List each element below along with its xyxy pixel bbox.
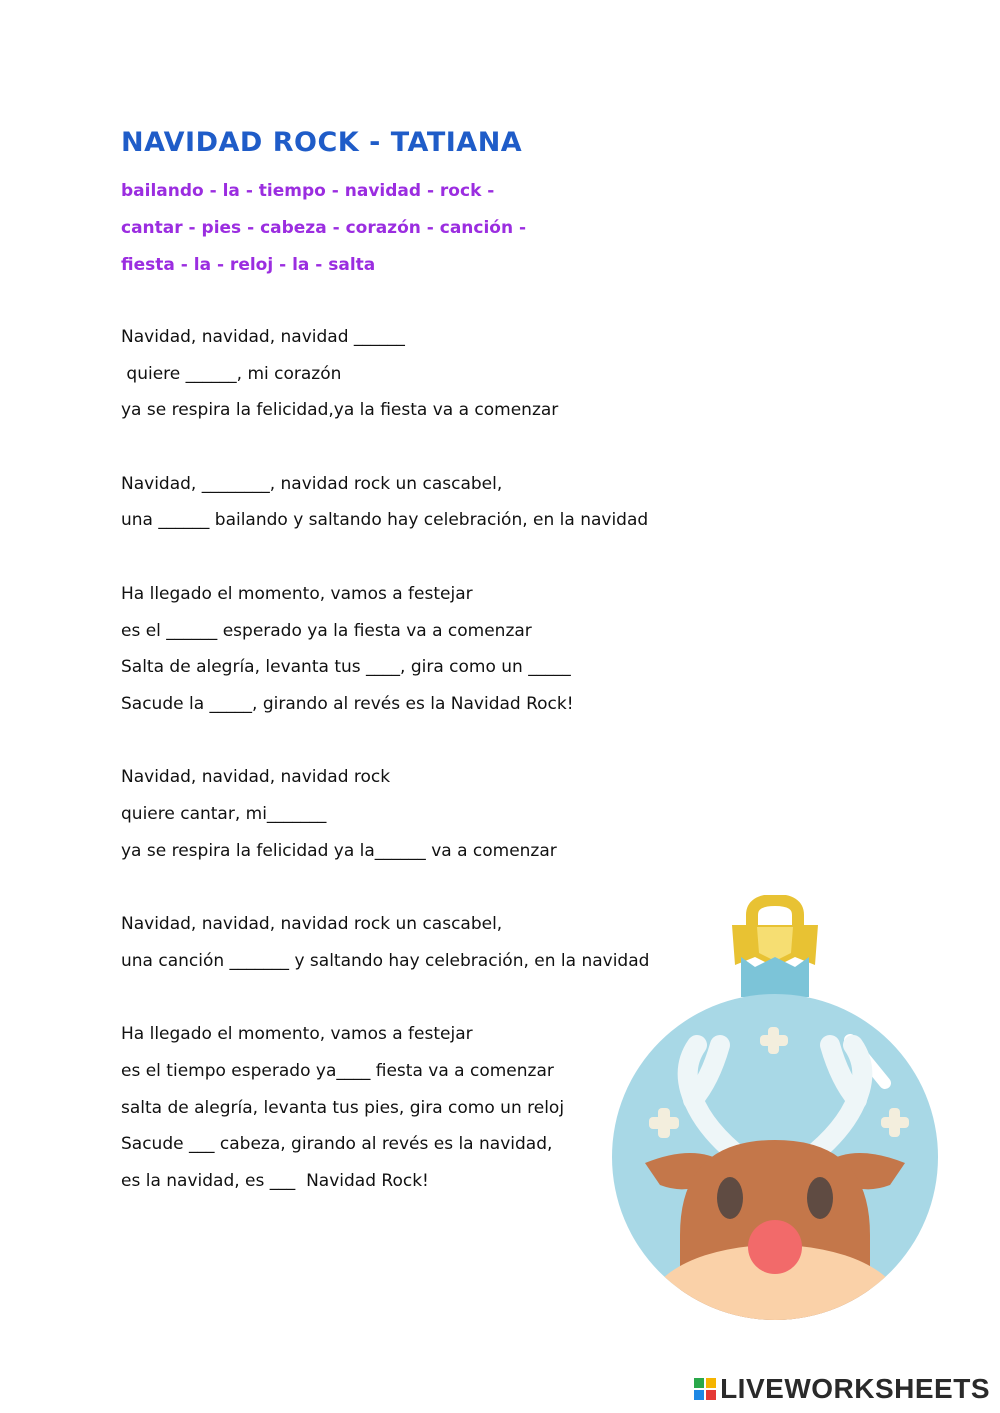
lyric-line: ya se respira la felicidad,ya la fiesta va a comenzar — [121, 400, 559, 421]
footer-brand — [694, 1373, 990, 1405]
lyric-line: Navidad, navidad, navidad rock — [121, 767, 391, 788]
lyric-line: una canción _______ y saltando hay celebración, en la navidad — [121, 950, 650, 971]
lyric-line: salta de alegría, levanta tus pies, gira como un reloj — [121, 1097, 565, 1118]
reindeer-eye — [807, 1177, 833, 1219]
stanza-4 — [121, 762, 761, 872]
word-bank-line: bailando - la - tiempo - navidad - rock - — [121, 181, 495, 201]
ornament-neck — [741, 957, 809, 997]
reindeer-nose — [748, 1220, 802, 1274]
lyric-line: Navidad, navidad, navidad rock un cascabel, — [121, 914, 503, 935]
lyric-line: Navidad, ________, navidad rock un cascabel, — [121, 473, 503, 494]
worksheet-title: NAVIDAD ROCK - TATIANA — [121, 127, 523, 158]
liveworksheets-logo-icon — [694, 1378, 716, 1400]
lyric-line: es el ______ esperado ya la fiesta va a comenzar — [121, 620, 532, 641]
reindeer-eye — [717, 1177, 743, 1219]
lyric-line: Sacude ___ cabeza, girando al revés es la navidad, — [121, 1134, 553, 1155]
word-bank — [121, 176, 526, 287]
footer-brand-text: LIVEWORKSHEETS — [720, 1373, 990, 1404]
word-bank-line: fiesta - la - reloj - la - salta — [121, 255, 376, 275]
lyric-line: es la navidad, es ___ Navidad Rock! — [121, 1170, 429, 1191]
lyric-line: ya se respira la felicidad ya la______ va a comenzar — [121, 840, 557, 861]
lyric-line: Sacude la _____, girando al revés es la Navidad Rock! — [121, 693, 574, 714]
reindeer-ornament-icon — [605, 895, 945, 1330]
lyric-line: Salta de alegría, levanta tus ____, gira como un _____ — [121, 657, 571, 678]
lyric-line: Ha llegado el momento, vamos a festejar — [121, 583, 473, 604]
lyric-line: es el tiempo esperado ya____ fiesta va a comenzar — [121, 1060, 554, 1081]
lyric-line: una ______ bailando y saltando hay celebración, en la navidad — [121, 510, 649, 531]
word-bank-line: cantar - pies - cabeza - corazón - canción - — [121, 218, 527, 238]
lyric-line: Ha llegado el momento, vamos a festejar — [121, 1024, 473, 1045]
stanza-3 — [121, 579, 761, 725]
lyric-line: quiere ______, mi corazón — [121, 363, 342, 384]
lyric-line: quiere cantar, mi_______ — [121, 803, 327, 824]
lyric-line: Navidad, navidad, navidad ______ — [121, 327, 405, 347]
stanza-2 — [121, 469, 761, 542]
stanza-1 — [121, 322, 761, 432]
